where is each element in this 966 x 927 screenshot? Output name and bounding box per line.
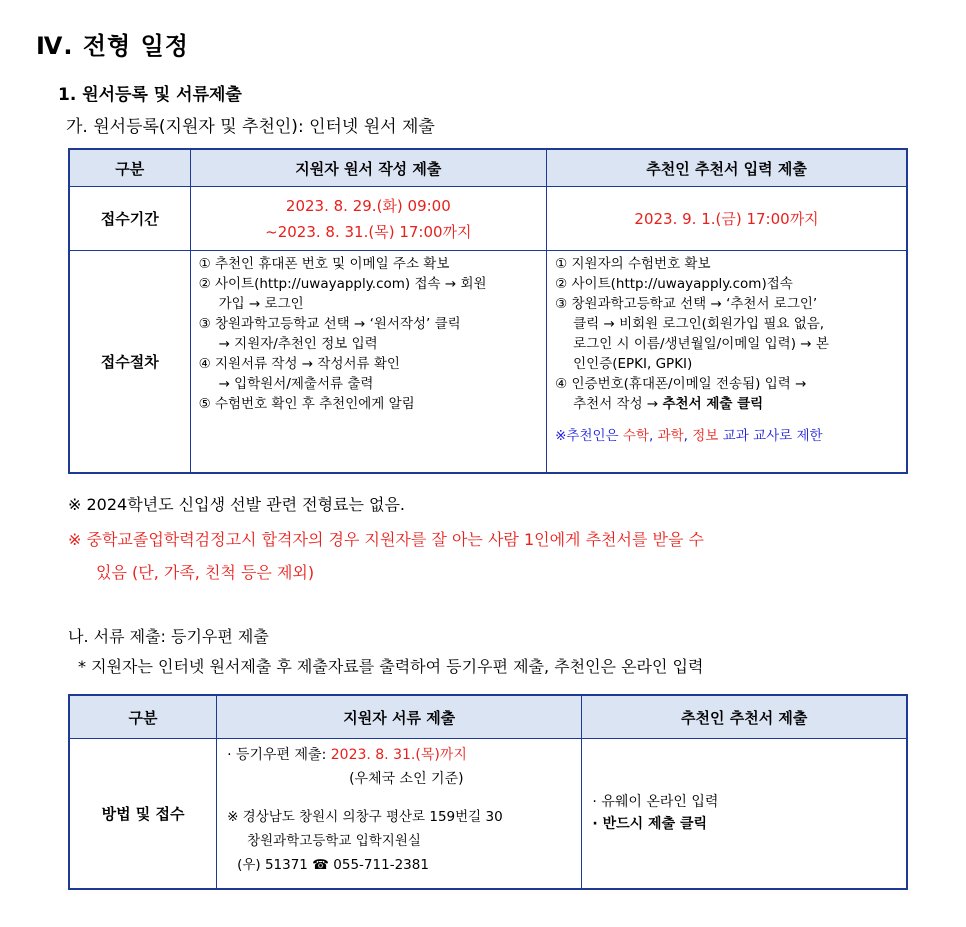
mail-prefix: · 등기우편 제출: (227, 747, 331, 763)
subsection-a-title: 가. 원서등록(지원자 및 추천인): 인터넷 원서 제출 (66, 117, 435, 137)
restriction-sep: , (648, 428, 658, 444)
recommender-step: 인인증(EPKI, GPKI) (573, 356, 693, 372)
header-recommender: 추천인 추천서 입력 제출 (547, 149, 907, 187)
applicant-step: → 지원자/추천인 정보 입력 (218, 336, 378, 352)
postmark-basis: (우체국 소인 기준) (349, 771, 464, 787)
restriction-prefix: ※추천인은 (555, 428, 623, 444)
applicant-period-end: ~2023. 8. 31.(목) 17:00까지 (265, 222, 472, 241)
recommender-step: ② 사이트(http://uwayapply.com)접속 (555, 276, 793, 292)
method-label: 방법 및 접수 (69, 739, 217, 889)
postal-phone: (우) 51371 ☎ 055-711-2381 (237, 857, 429, 873)
recommender-submission-method (582, 739, 907, 889)
restriction-subject-science: 과학 (657, 428, 684, 444)
address-line: ※ 경상남도 창원시 의창구 평산로 159번길 30 (227, 809, 503, 825)
applicant-period-start: 2023. 8. 29.(화) 09:00 (285, 196, 451, 215)
restriction-subject-info: 정보 (692, 428, 719, 444)
online-input: · 유웨이 온라인 입력 (592, 794, 719, 811)
header-category: 구분 (69, 695, 217, 739)
restriction-subject-math: 수학 (622, 428, 649, 444)
applicant-step: ⑤ 수험번호 확인 후 추천인에게 알림 (198, 396, 415, 412)
recommender-step-text: 추천서 작성 → (573, 396, 663, 412)
mail-deadline (227, 743, 575, 767)
applicant-step: 가입 → 로그인 (218, 296, 304, 312)
address-line: 창원과학고등학교 입학지원실 (247, 833, 421, 849)
submission-note: * 지원자는 인터넷 원서제출 후 제출자료를 출력하여 등기우편 제출, 추천인은 온라인 입력 (78, 657, 704, 676)
applicant-period (190, 187, 547, 251)
header-applicant: 지원자 원서 작성 제출 (190, 149, 547, 187)
recommender-step: ④ 인증번호(휴대폰/이메일 전송됨) 입력 → (555, 376, 807, 392)
recommender-restriction (555, 426, 900, 446)
restriction-suffix: 교과 교사로 제한 (718, 428, 823, 444)
applicant-step: ③ 창원과학고등학교 선택 → ‘원서작성’ 클릭 (198, 316, 461, 332)
applicant-submission-method (217, 739, 582, 889)
subsection-b-title: 나. 서류 제출: 등기우편 제출 (68, 627, 269, 646)
recommender-step-final (555, 394, 900, 414)
applicant-step: ① 추천인 휴대폰 번호 및 이메일 주소 확보 (198, 256, 450, 272)
applicant-procedure (190, 251, 547, 473)
page-heading: Ⅳ. 전형 일정 (36, 32, 189, 60)
must-click-submit: · 반드시 제출 클릭 (592, 816, 708, 833)
applicant-step: ④ 지원서류 작성 → 작성서류 확인 (198, 356, 400, 372)
mail-date: 2023. 8. 31.(목)까지 (330, 747, 467, 763)
exam-passer-note-line2: 있음 (단, 가족, 친척 등은 제외) (96, 563, 315, 582)
header-category: 구분 (69, 149, 190, 187)
period-label: 접수기간 (69, 187, 190, 251)
recommender-procedure (547, 251, 907, 473)
applicant-step: ② 사이트(http://uwayapply.com) 접속 → 회원 (198, 276, 487, 292)
document-submission-table (68, 694, 908, 890)
submit-click-emphasis: 추천서 제출 클릭 (662, 396, 764, 412)
recommender-step: ③ 창원과학고등학교 선택 → ‘추천서 로그인’ (555, 296, 818, 312)
recommender-step: 클릭 → 비회원 로그인(회원가입 필요 없음, (573, 316, 825, 332)
exam-passer-note-line1: ※ 중학교졸업학력검정고시 합격자의 경우 지원자를 잘 아는 사람 1인에게 추천서를 받을 수 (68, 530, 704, 549)
fee-note: ※ 2024학년도 신입생 선발 관련 전형료는 없음. (68, 495, 406, 514)
applicant-step: → 입학원서/제출서류 출력 (218, 376, 374, 392)
application-schedule-table (68, 148, 908, 474)
section-title: 1. 원서등록 및 서류제출 (58, 85, 242, 105)
recommender-step: 로그인 시 이름/생년월일/이메일 입력) → 본 (573, 336, 829, 352)
recommender-period: 2023. 9. 1.(금) 17:00까지 (547, 187, 907, 251)
header-recommender-docs: 추천인 추천서 제출 (582, 695, 907, 739)
header-applicant-docs: 지원자 서류 제출 (217, 695, 582, 739)
restriction-sep: , (683, 428, 693, 444)
recommender-step: ① 지원자의 수험번호 확보 (555, 256, 711, 272)
procedure-label: 접수절차 (69, 251, 190, 473)
